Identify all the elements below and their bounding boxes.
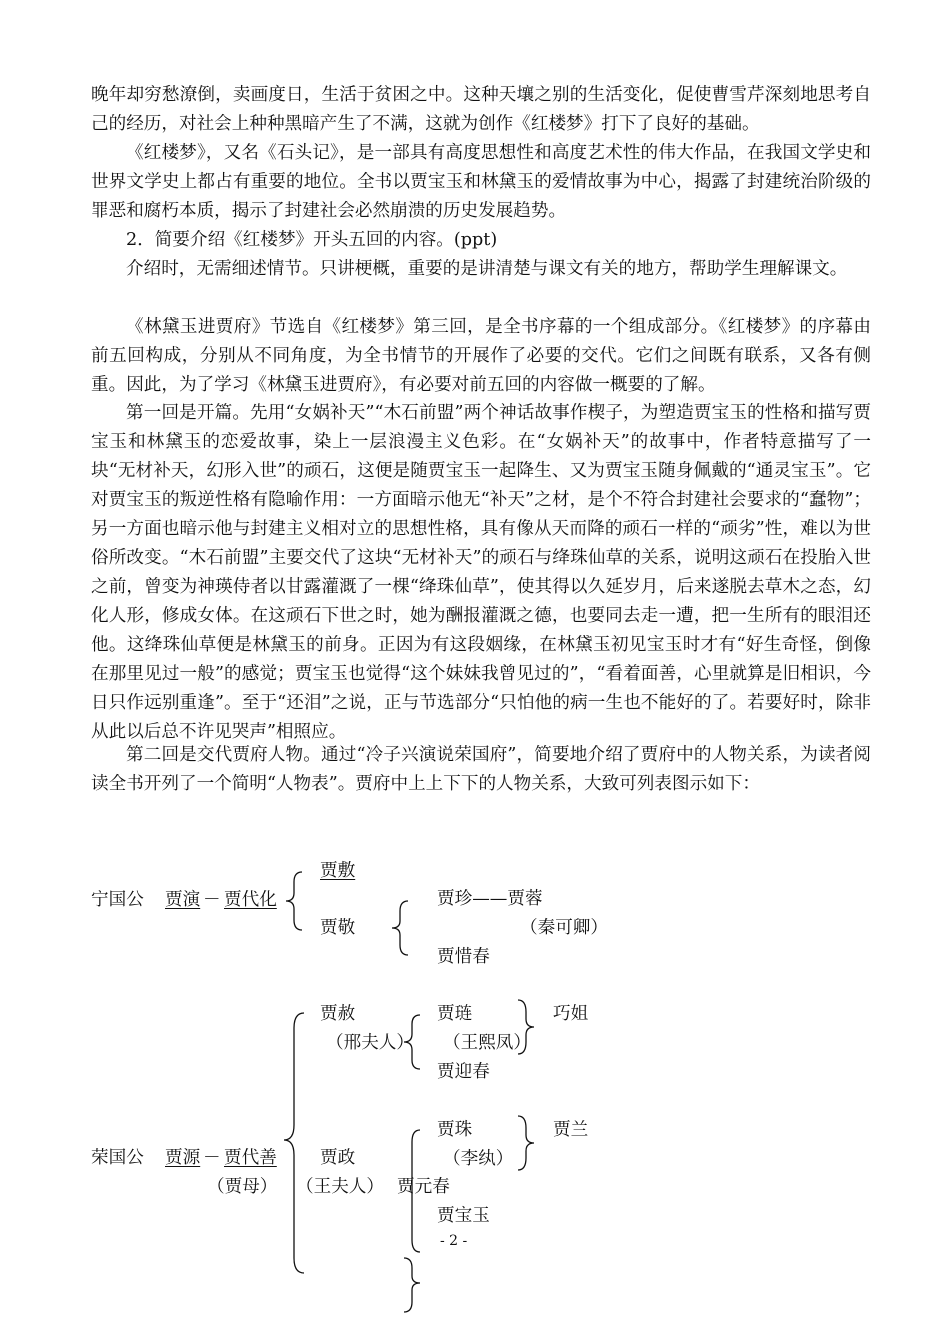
rongguo-jia-she: 贾赦 [320,1004,356,1024]
rongguo-jia-lan: 贾兰 [553,1120,589,1140]
bracket-ningguo-sons [286,872,302,930]
rongguo-jia-zhu: 贾珠 [437,1120,473,1140]
ningguo-jia-zhen-rong: 贾珍——贾蓉 [437,889,543,909]
ningguo-title: 宁国公 [91,890,144,910]
ningguo-dash: － [203,890,221,910]
rongguo-jia-baoyu: 贾宝玉 [437,1206,490,1226]
paragraph-intro-end: 晚年却穷愁潦倒，卖画度日，生活于贫困之中。这种天壤之别的生活变化，促使曹雪芹深刻地思考自己的经历，对社会上种种黑暗产生了不满，这就为创作《红楼梦》打下了良好的基础。 [91,85,871,134]
rongguo-wang-xifeng: （王熙凤） [443,1033,531,1053]
bracket-rongguo-sons [284,1013,304,1273]
paragraph-chapter3: 《林黛玉进贾府》节选自《红楼梦》第三回，是全书序幕的一个组成部分。《红楼梦》的序幕由前五回构成，分别从不同角度，为全书情节的开展作了必要的交代。它们之间既有联系，又各有侧重。因此，为了学习《林黛玉进贾府》，有必要对前五回的内容做一概要的了解。 [91,317,871,395]
rongguo-qiaojie: 巧姐 [553,1004,589,1024]
rongguo-jia-yuan: 贾源 [165,1148,201,1168]
ningguo-jia-daihua: 贾代化 [224,890,277,910]
rongguo-jia-mu: （贾母） [207,1177,278,1197]
paragraph-instruction: 介绍时，无需细述情节。只讲梗概，重要的是讲清楚与课文有关的地方，帮助学生理解课文。 [126,259,848,279]
rongguo-xing-furen: （邢夫人） [326,1033,414,1053]
ningguo-jia-yan: 贾演 [165,890,201,910]
ningguo-jia-jing: 贾敬 [320,918,356,938]
rongguo-dash: － [203,1148,221,1168]
rongguo-wang-furen: （王夫人） [296,1177,384,1197]
paragraph-chapter1: 第一回是开篇。先用“女娲补天”“木石前盟”两个神话故事作楔子，为塑造贾宝玉的性格和描写贾宝玉和林黛玉的恋爱故事，染上一层浪漫主义色彩。在“女娲补天”的故事中，作者特意描写了一块“无材补天，幻形入世”的顽石，这便是随贾宝玉一起降生、又为贾宝玉随身佩戴的“通灵宝玉”。它对贾宝玉的叛逆性格有隐喻作用：一方面暗示他无“补天”之材，是个不符合封建社会要求的“蠢物”；另一方面也暗示他与封建主义相对立的思想性格，具有像从天而降的顽石一样的“顽劣”性，难以为世俗所改变。“木石前盟”主要交代了这块“无材补天”的顽石与绛珠仙草的关系，说明这顽石在投胎入世之前，曾变为神瑛侍者以甘露灌溉了一棵“绛珠仙草”，使其得以久延岁月，后来遂脱去草木之态，幻化人形，修成女体。在这顽石下世之时，她为酬报灌溉之德，也要同去走一遭，把一生所有的眼泪还他。这绛珠仙草便是林黛玉的前身。正因为有这段姻缘，在林黛玉初见宝玉时才有“好生奇怪，倒像在那里见过一般”的感觉；贾宝玉也觉得“这个妹妹我曾见过的”，“看着面善，心里就算是旧相识，今日只作远别重逢”。至于“还泪”之说，正与节选部分“只怕他的病一生也不能好的了。若要好时，除非从此以后总不许见哭声”相照应。 [91,403,871,742]
rongguo-li-wan: （李纨） [443,1149,514,1169]
paragraph-chapter2: 第二回是交代贾府人物。通过“冷子兴演说荣国府”，简要地介绍了贾府中的人物关系，为读者阅读全书开列了一个简明“人物表”。贾府中上上下下的人物关系，大致可列表图示如下： [91,745,871,794]
rongguo-title: 荣国公 [91,1148,144,1168]
bracket-bottom-fragment [404,1258,420,1312]
rongguo-jia-yuanchun: 贾元春 [397,1177,450,1197]
ningguo-jia-fu: 贾敷 [320,861,356,881]
bracket-zhu-lan [518,1116,534,1170]
bracket-jing-children [392,901,408,955]
rongguo-jia-daishan: 贾代善 [224,1148,277,1168]
page-number: - 2 - [440,1233,468,1249]
rongguo-jia-zheng: 贾政 [320,1148,356,1168]
section-heading-2: 2．简要介绍《红楼梦》开头五回的内容。(ppt) [126,230,498,250]
ningguo-jia-xichun: 贾惜春 [437,947,490,967]
rongguo-jia-lian: 贾琏 [437,1004,473,1024]
rongguo-jia-yingchun: 贾迎春 [437,1062,490,1082]
ningguo-qin-keqing: （秦可卿） [520,918,608,938]
paragraph-hongloumeng: 《红楼梦》，又名《石头记》，是一部具有高度思想性和高度艺术性的伟大作品，在我国文学史和世界文学史上都占有重要的地位。全书以贾宝玉和林黛玉的爱情故事为中心，揭露了封建统治阶级的罪恶和腐朽本质，揭示了封建社会必然崩溃的历史发展趋势。 [91,143,871,221]
